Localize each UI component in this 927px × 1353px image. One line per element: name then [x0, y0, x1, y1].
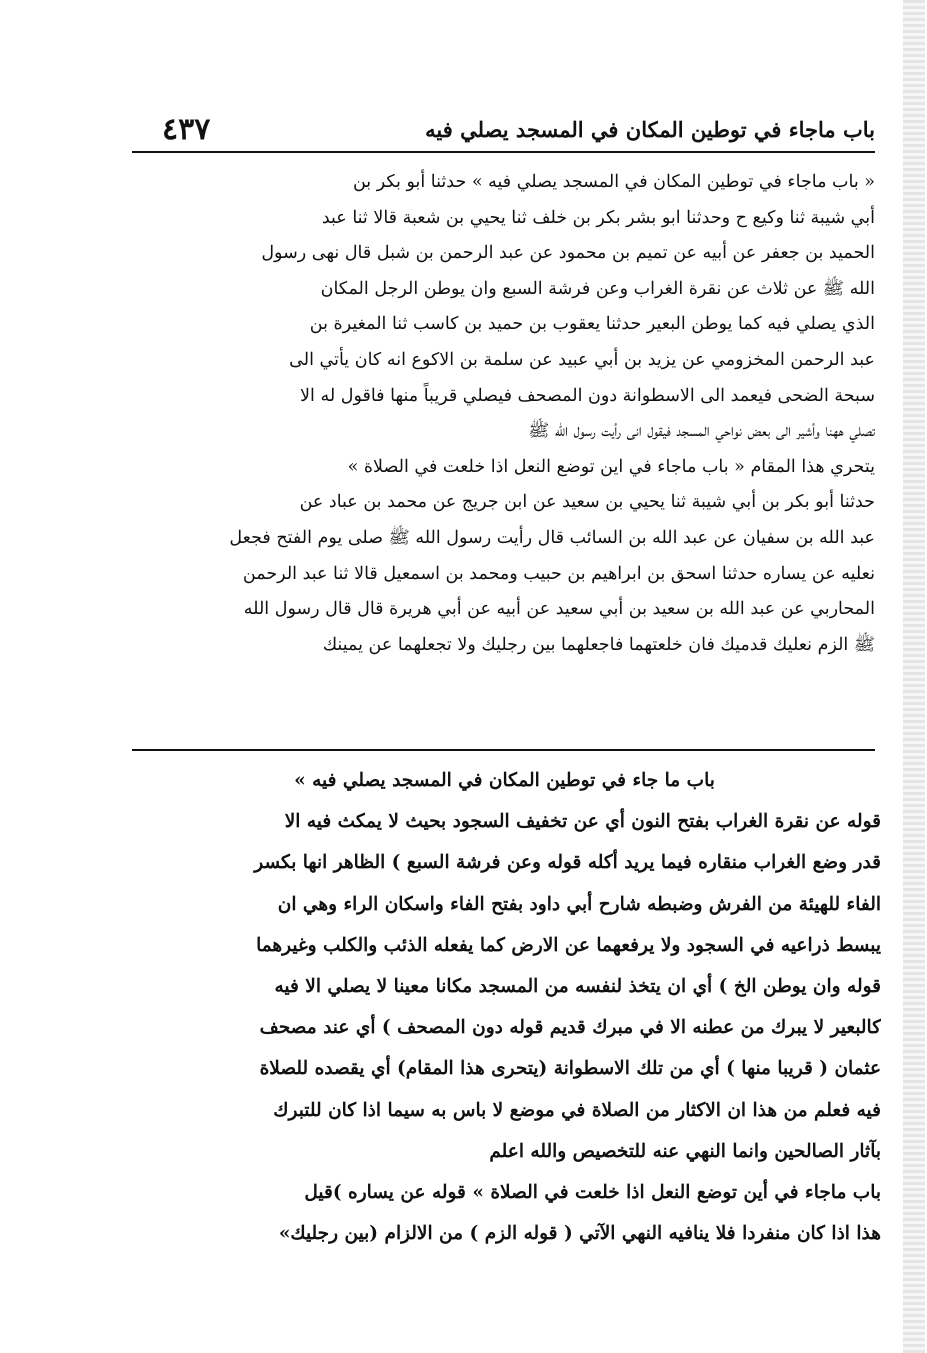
hadith-line: عبد الله بن سفيان عن عبد الله بن السائب قال رأيت رسول الله ﷺ صلى يوم الفتح فجعل [229, 527, 875, 548]
commentary-line: باب ماجاء في أين توضع النعل اذا خلعت في الصلاة » قوله عن يساره )قيل [304, 1181, 881, 1203]
hadith-line: المحاربي عن عبد الله بن سعيد بن أبي سعيد عن أبيه عن أبي هريرة قال قال رسول الله [243, 599, 875, 620]
commentary-line: بآثار الصالحين وانما النهي عنه للتخصيص والله اعلم [489, 1140, 881, 1162]
hadith-line: نعليه عن يساره حدثنا اسحق بن ابراهيم بن حبيب ومحمد بن اسمعيل قالا ثنا عبد الرحمن [242, 563, 875, 584]
running-header [132, 105, 875, 153]
commentary-line: يبسط ذراعيه في السجود ولا يرفعهما عن الارض كما يفعله الذئب والكلب وغيرهما [256, 934, 881, 956]
hadith-line: حدثنا أبو بكر بن أبي شيبة ثنا يحيي بن سعيد عن ابن جريج عن محمد بن عباد عن [299, 492, 875, 513]
commentary-divider [132, 749, 875, 751]
commentary-line: كالبعير لا يبرك من عطنه الا في مبرك قديم قوله دون المصحف ) أي عند مصحف [259, 1017, 881, 1039]
hadith-line: سبحة الضحى فيعمد الى الاسطوانة دون المصحف فيصلي قريباً منها فاقول له الا [300, 385, 875, 406]
hadith-line: أبي شيبة ثنا وكيع ح وحدثنا ابو بشر بكر بن خلف ثنا يحيي بن شعبة قالا ثنا عبد [321, 207, 875, 228]
hadith-line: عبد الرحمن المخزومي عن يزيد بن أبي عبيد عن سلمة بن الاكوع انه كان يأتي الى [289, 349, 875, 370]
commentary-block [128, 760, 881, 1315]
commentary-line: قوله وان يوطن الخ ) أي ان يتخذ لنفسه من المسجد مكانا معينا لا يصلي الا فيه [274, 975, 881, 997]
hadith-line: الله ﷺ عن ثلاث عن نقرة الغراب وعن فرشة السبع وان يوطن الرجل المكان [320, 278, 875, 299]
commentary-line: قوله عن نقرة الغراب بفتح النون أي عن تخفيف السجود بحيث لا يمكث فيه الا [284, 811, 881, 833]
commentary-line: هذا اذا كان منفردا فلا ينافيه النهي الآتي ( قوله الزم ) من الالزام (بين رجليك» [278, 1223, 881, 1245]
header-rule [132, 151, 875, 153]
hadith-text-block [132, 165, 875, 747]
commentary-line: فيه فعلم من هذا ان الاكثار من الصلاة في موضع لا باس به سيما اذا كان للتبرك [273, 1099, 881, 1121]
hadith-line: الحميد بن جعفر عن أبيه عن تميم بن محمود عن عبد الرحمن بن شبل قال نهى رسول [261, 243, 875, 264]
commentary-line: عثمان ( قريبا منها ) أي من تلك الاسطوانة (يتحرى هذا المقام) أي يقصده للصلاة [259, 1058, 881, 1080]
scan-edge-shadow [903, 0, 925, 1353]
hadith-line: ﷺ الزم نعليك قدميك فان خلعتهما فاجعلهما بين رجليك ولا تجعلهما عن يمينك [322, 634, 875, 655]
hadith-line: « باب ماجاء في توطين المكان في المسجد يصلي فيه » حدثنا أبو بكر بن [352, 172, 875, 192]
commentary-line: الفاء للهيئة من الفرش وضبطه شارح أبي داود بفتح الفاء واسكان الراء وهي ان [277, 893, 881, 915]
page-number: ٤٣٧ [162, 111, 211, 147]
header-title: باب ماجاء في توطين المكان في المسجد يصلي فيه [425, 116, 875, 142]
commentary-heading: باب ما جاء في توطين المكان في المسجد يصلي فيه » [294, 770, 715, 791]
commentary-line: قدر وضع الغراب منقاره فيما يريد أكله قوله وعن فرشة السبع ) الظاهر انها بكسر [254, 852, 881, 874]
hadith-line: الذي يصلي فيه كما يوطن البعير حدثنا يعقوب بن حميد بن كاسب ثنا المغيرة بن [309, 314, 875, 335]
hadith-line: تصلي ههنا وأشير الى بعض نواحي المسجد فيقول انى رأيت رسول الله ﷺ [528, 421, 875, 442]
book-page [132, 85, 881, 1315]
hadith-line: يتحري هذا المقام « باب ماجاء في اين توضع النعل اذا خلعت في الصلاة » [347, 456, 875, 477]
